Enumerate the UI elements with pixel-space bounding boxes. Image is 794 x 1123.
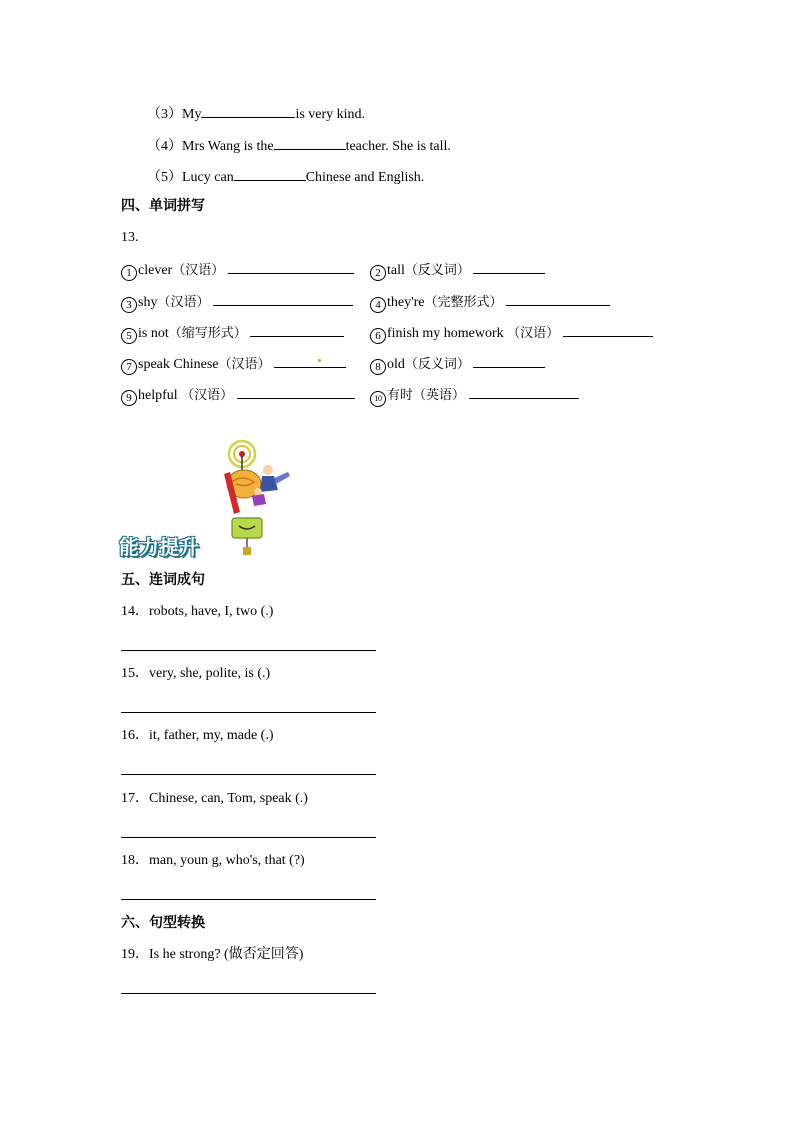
spelling-item: [370, 353, 545, 375]
spelling-word: shy: [138, 295, 158, 310]
answer-blank[interactable]: [250, 322, 344, 337]
spelling-note: （汉语）: [218, 357, 271, 372]
spelling-note: （缩写形式）: [168, 326, 247, 341]
spelling-item: [121, 259, 354, 281]
answer-line[interactable]: [121, 650, 376, 651]
section-heading: 五、连词成句: [121, 572, 205, 588]
fill-item-5: [147, 166, 424, 187]
answer-blank[interactable]: [274, 353, 346, 368]
section-heading: 六、句型转换: [121, 915, 205, 931]
circled-number: 3: [121, 297, 137, 313]
circled-number: 8: [370, 359, 386, 375]
spelling-item: [121, 353, 346, 375]
circled-number: 4: [370, 297, 386, 313]
spelling-note: （汉语）: [181, 388, 234, 403]
answer-blank[interactable]: [469, 384, 579, 399]
spelling-note: （反义词）: [404, 263, 470, 278]
spelling-word: speak Chinese: [138, 357, 219, 372]
answer-line[interactable]: [121, 774, 376, 775]
answer-line[interactable]: [121, 899, 376, 900]
spelling-word: clever: [138, 263, 173, 278]
spelling-note: （完整形式）: [424, 295, 503, 310]
fill-item-3: [147, 103, 365, 124]
spelling-item: [121, 291, 353, 313]
spelling-word: they're: [387, 295, 425, 310]
circled-number: 2: [370, 265, 386, 281]
question-15: 15．very, she, polite, is (.): [121, 666, 271, 681]
spelling-item: [121, 384, 355, 406]
spelling-note: （汉语）: [172, 263, 225, 278]
circled-number: 7: [121, 359, 137, 375]
question-17: 17．Chinese, can, Tom, speak (.): [121, 791, 308, 806]
item-text-after: teacher. She is tall.: [345, 139, 451, 154]
circled-number: 5: [121, 328, 137, 344]
item-text-before: My: [182, 107, 202, 122]
circled-number: 1: [121, 265, 137, 281]
question-16: 16．it, father, my, made (.): [121, 728, 274, 743]
spelling-word: is not: [138, 326, 169, 341]
answer-blank[interactable]: [563, 322, 653, 337]
item-text-before: Lucy can: [182, 170, 234, 185]
answer-line[interactable]: [121, 837, 376, 838]
answer-blank[interactable]: [274, 135, 346, 150]
circled-number: 10: [370, 391, 386, 407]
question-number: 13.: [121, 230, 139, 245]
mascot-illustration: [212, 438, 292, 556]
spelling-word: 有时: [387, 388, 414, 403]
item-number: （3）: [147, 107, 182, 122]
item-text-before: Mrs Wang is the: [182, 139, 274, 154]
spelling-note: （汉语）: [157, 295, 210, 310]
answer-blank[interactable]: [234, 166, 306, 181]
answer-line[interactable]: [121, 993, 376, 994]
answer-blank[interactable]: [473, 259, 545, 274]
question-18: 18．man, youn g, who's, that (?): [121, 853, 305, 868]
answer-blank[interactable]: [506, 291, 610, 306]
answer-blank[interactable]: [213, 291, 353, 306]
spelling-note: （反义词）: [404, 357, 470, 372]
question-19: 19．Is he strong? (做否定回答): [121, 947, 304, 962]
spelling-word: finish my homework: [387, 326, 504, 341]
item-text-after: is very kind.: [295, 107, 366, 122]
answer-line[interactable]: [121, 712, 376, 713]
fill-item-4: [147, 135, 451, 156]
spelling-note: （英语）: [413, 388, 466, 403]
spelling-note: （汉语）: [507, 326, 560, 341]
spelling-item: [370, 322, 653, 344]
spelling-word: old: [387, 357, 405, 372]
spelling-item: [121, 322, 344, 344]
spelling-item: [370, 259, 545, 281]
item-number: （4）: [147, 139, 182, 154]
question-14: 14．robots, have, I, two (.): [121, 604, 274, 619]
section-heading: 四、单词拼写: [121, 198, 205, 214]
answer-blank[interactable]: [473, 353, 545, 368]
circled-number: 6: [370, 328, 386, 344]
answer-blank[interactable]: [237, 384, 355, 399]
spelling-item: [370, 384, 579, 407]
stray-dot: [318, 359, 321, 362]
spelling-word: helpful: [138, 388, 178, 403]
answer-blank[interactable]: [228, 259, 354, 274]
item-text-after: Chinese and English.: [305, 170, 425, 185]
answer-blank[interactable]: [201, 103, 295, 118]
spelling-item: [370, 291, 610, 313]
spelling-word: tall: [387, 263, 405, 278]
banner-title: 能力提升: [119, 535, 199, 559]
circled-number: 9: [121, 390, 137, 406]
item-number: （5）: [147, 170, 182, 185]
